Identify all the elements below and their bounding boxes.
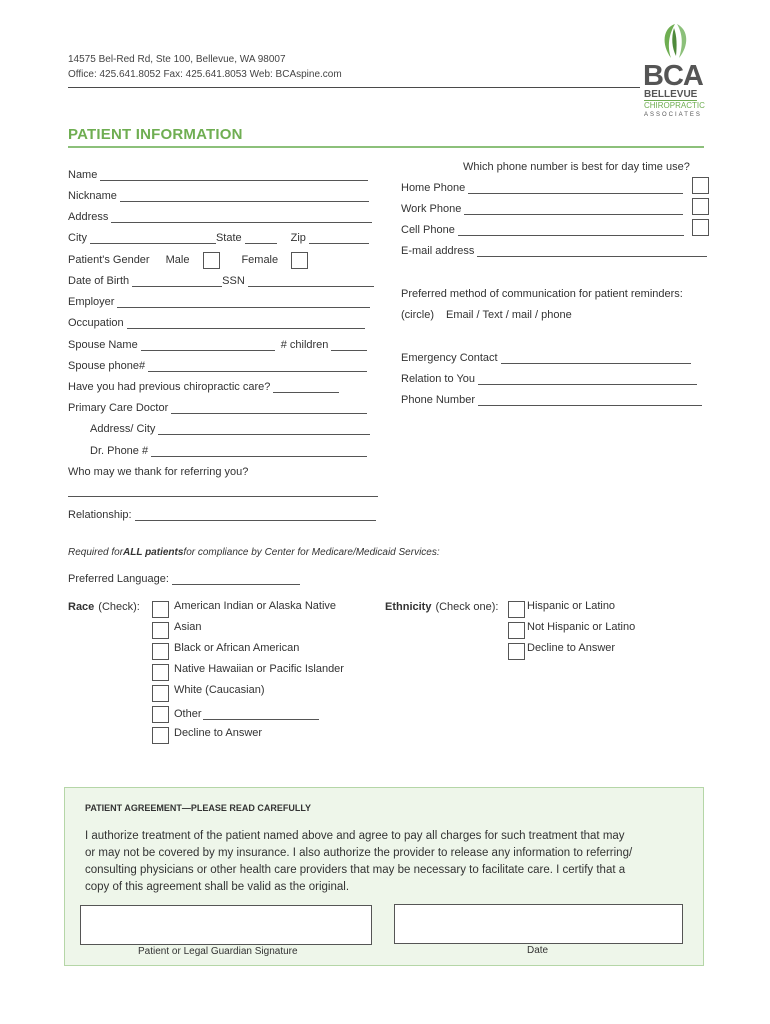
- previous-care-label: Have you had previous chiropractic care?: [68, 381, 271, 393]
- primary-doctor-field[interactable]: [68, 400, 367, 414]
- communication-pref-label: Preferred method of communication for patient reminders:: [401, 288, 683, 300]
- spouse-name-label: Spouse Name: [68, 339, 138, 351]
- ethnicity-option-decline: Decline to Answer: [527, 642, 616, 654]
- circle-options-text[interactable]: Email / Text / mail / phone: [446, 309, 572, 321]
- spouse-phone-field[interactable]: [68, 358, 367, 372]
- address-field[interactable]: [68, 209, 372, 223]
- occupation-label: Occupation: [68, 317, 124, 329]
- occupation-field[interactable]: [68, 315, 365, 329]
- work-phone-label: Work Phone: [401, 203, 462, 215]
- emergency-contact-label: Emergency Contact: [401, 352, 498, 364]
- clinic-address: 14575 Bel-Red Rd, Ste 100, Bellevue, WA 98007: [68, 54, 286, 65]
- employer-field[interactable]: [68, 294, 370, 308]
- race-checkbox-hawaiian[interactable]: [152, 664, 169, 681]
- race-option-other[interactable]: Other: [174, 706, 319, 720]
- agreement-line-3: consulting physicians or other health care providers that may be necessary to facilitate care. I certify that a: [85, 864, 626, 876]
- female-label: Female: [241, 254, 279, 266]
- communication-options[interactable]: [401, 307, 572, 321]
- primary-doctor-label: Primary Care Doctor: [68, 402, 169, 414]
- race-checkbox-decline[interactable]: [152, 727, 169, 744]
- ethnicity-checkbox-decline[interactable]: [508, 643, 525, 660]
- preferred-language-label: Preferred Language:: [68, 573, 169, 585]
- ethnicity-option-hispanic: Hispanic or Latino: [527, 600, 616, 612]
- spouse-name-field[interactable]: [68, 337, 367, 351]
- state-label: State: [215, 232, 242, 244]
- logo-line1: BELLEVUE: [644, 89, 698, 100]
- phone-number-label: Phone Number: [401, 394, 475, 406]
- date-box[interactable]: [394, 904, 683, 944]
- doctor-phone-label: Dr. Phone #: [90, 445, 149, 457]
- emergency-contact-field[interactable]: [401, 350, 691, 364]
- patient-agreement-panel: [64, 787, 704, 966]
- work-phone-field[interactable]: [401, 201, 683, 215]
- signature-label: Patient or Legal Guardian Signature: [138, 946, 298, 957]
- doctor-address-label: Address/ City: [90, 423, 156, 435]
- clinic-logo: [640, 20, 710, 120]
- ethnicity-checkbox-not-hispanic[interactable]: [508, 622, 525, 639]
- relationship-label: Relationship:: [68, 509, 132, 521]
- logo-abbr: BCA: [643, 60, 703, 92]
- relation-label: Relation to You: [401, 373, 476, 385]
- dob-label: Date of Birth: [68, 275, 130, 287]
- race-checkbox-asian[interactable]: [152, 622, 169, 639]
- female-checkbox[interactable]: [291, 252, 308, 269]
- zip-label: Zip: [290, 232, 306, 244]
- previous-care-field[interactable]: [68, 379, 339, 393]
- name-label: Name: [68, 169, 98, 181]
- race-option-white: White (Caucasian): [174, 684, 265, 696]
- cell-phone-field[interactable]: [401, 222, 684, 236]
- dob-ssn-field[interactable]: [68, 273, 374, 287]
- name-field[interactable]: [68, 167, 368, 181]
- logo-line2: CHIROPRACTIC: [644, 101, 705, 110]
- race-label: Race: [68, 601, 95, 613]
- ethnicity-heading: [385, 599, 498, 613]
- children-label: # children: [280, 339, 329, 351]
- race-option-asian: Asian: [174, 621, 202, 633]
- race-heading: [68, 599, 140, 613]
- city-label: City: [68, 232, 87, 244]
- doctor-address-field[interactable]: [90, 421, 370, 435]
- preferred-language-field[interactable]: [68, 571, 300, 585]
- race-option-hawaiian: Native Hawaiian or Pacific Islander: [174, 663, 344, 675]
- race-option-decline: Decline to Answer: [174, 727, 263, 739]
- clinic-contact: Office: 425.641.8052 Fax: 425.641.8053 Web: BCAspine.com: [68, 69, 342, 80]
- ethnicity-label: Ethnicity: [385, 601, 432, 613]
- header-divider: [68, 87, 640, 88]
- gender-label: Patient's Gender: [68, 254, 150, 266]
- work-phone-checkbox[interactable]: [692, 198, 709, 215]
- phone-preference-label: Which phone number is best for day time use?: [463, 161, 690, 173]
- employer-label: Employer: [68, 296, 115, 308]
- agreement-line-2: or may not be covered by my insurance. I also authorize the provider to release any information to referring/: [85, 847, 633, 859]
- race-hint: (Check):: [98, 601, 140, 613]
- ssn-label: SSN: [222, 275, 245, 287]
- referral-line[interactable]: [68, 496, 378, 497]
- spouse-phone-label: Spouse phone#: [68, 360, 146, 372]
- cell-phone-checkbox[interactable]: [692, 219, 709, 236]
- circle-prefix: (circle): [401, 309, 434, 321]
- race-checkbox-other[interactable]: [152, 706, 169, 723]
- phone-number-field[interactable]: [401, 392, 702, 406]
- home-phone-checkbox[interactable]: [692, 177, 709, 194]
- leaf-logo-icon: [655, 22, 695, 62]
- race-option-american-indian: American Indian or Alaska Native: [174, 600, 337, 612]
- home-phone-field[interactable]: [401, 180, 683, 194]
- male-checkbox[interactable]: [203, 252, 220, 269]
- agreement-heading: PATIENT AGREEMENT—PLEASE READ CAREFULLY: [85, 803, 312, 813]
- page-title: PATIENT INFORMATION: [68, 126, 243, 143]
- ethnicity-hint: (Check one):: [435, 601, 499, 613]
- race-option-black: Black or African American: [174, 642, 300, 654]
- agreement-line-1: I authorize treatment of the patient named above and agree to pay all charges for such treatment that may: [85, 830, 625, 842]
- cell-phone-label: Cell Phone: [401, 224, 455, 236]
- date-label: Date: [527, 945, 549, 956]
- doctor-phone-field[interactable]: [90, 443, 367, 457]
- signature-box[interactable]: [80, 905, 372, 945]
- ethnicity-option-not-hispanic: Not Hispanic or Latino: [527, 621, 636, 633]
- city-state-zip-field[interactable]: [68, 230, 369, 244]
- nickname-field[interactable]: [68, 188, 369, 202]
- race-checkbox-white[interactable]: [152, 685, 169, 702]
- home-phone-label: Home Phone: [401, 182, 466, 194]
- agreement-line-4: copy of this agreement shall be valid as the original.: [85, 881, 350, 893]
- title-divider: [68, 146, 704, 148]
- race-checkbox-american-indian[interactable]: [152, 601, 169, 618]
- race-checkbox-black[interactable]: [152, 643, 169, 660]
- male-label: Male: [165, 254, 190, 266]
- email-label: E-mail address: [401, 245, 475, 257]
- address-label: Address: [68, 211, 109, 223]
- medicare-note: Required for ALL patients for compliance by Center for Medicare/Medicaid Services:: [68, 547, 440, 558]
- relation-field[interactable]: [401, 371, 697, 385]
- referral-label: Who may we thank for referring you?: [68, 466, 249, 478]
- ethnicity-checkbox-hispanic[interactable]: [508, 601, 525, 618]
- relationship-field[interactable]: [68, 507, 376, 521]
- gender-label-row: [68, 252, 278, 266]
- email-field[interactable]: [401, 243, 707, 257]
- nickname-label: Nickname: [68, 190, 117, 202]
- logo-line3: ASSOCIATES: [644, 112, 702, 118]
